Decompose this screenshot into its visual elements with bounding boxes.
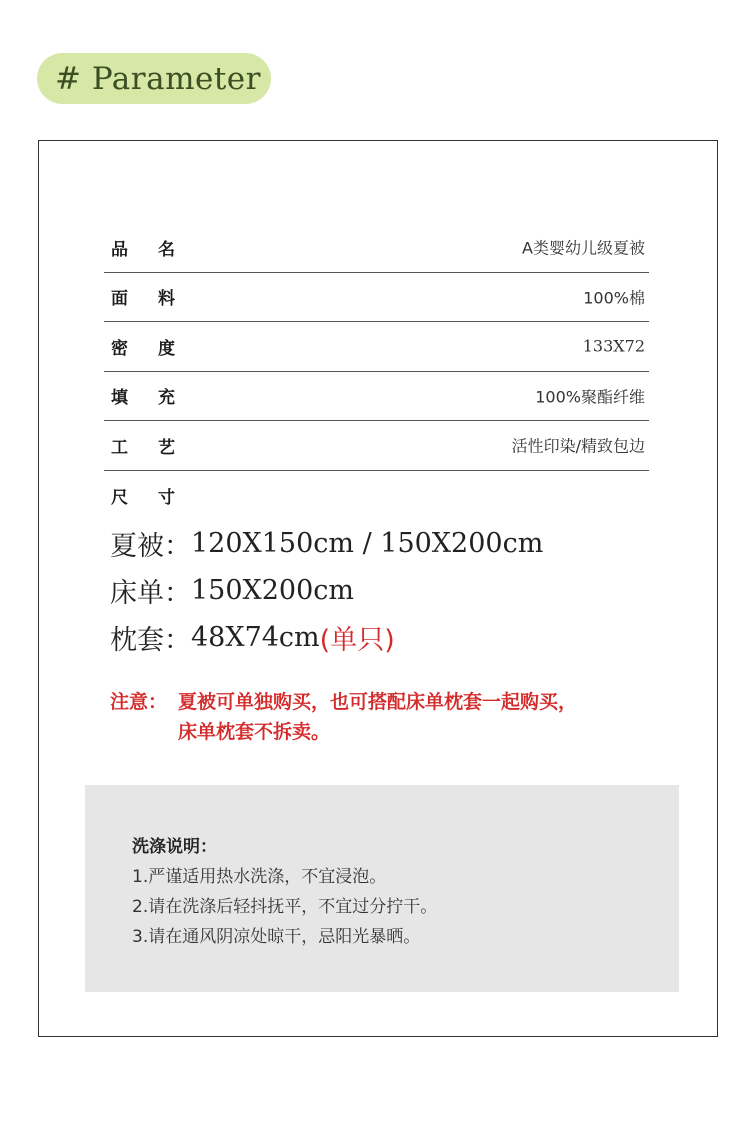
washing-title: 洗涤说明： [132,837,217,857]
param-row-name [104,223,649,273]
param-row-filling [104,372,649,422]
washing-item: 1.严谨适用热水洗涤，不宜浸泡。 [132,867,387,887]
param-label: 面料 [111,289,205,310]
param-label: 工艺 [111,437,205,458]
notice [110,687,577,747]
size-bed-sheet [110,567,543,614]
size-list [110,520,543,661]
washing-item: 2.请在洗涤后轻抖抚平，不宜过分拧干。 [132,897,438,917]
param-value: 活性印染/精致包边 [511,436,645,456]
param-row-fabric [104,273,649,323]
param-label: 填充 [111,388,205,409]
notice-label: 注意： [110,691,168,713]
size-summer-quilt [110,520,543,567]
param-label: 尺寸 [111,487,205,508]
size-label: 枕套： [110,625,191,656]
notice-line-1: 夏被可单独购买，也可搭配床单枕套一起购买， [178,691,578,713]
param-value: 133X72 [582,336,645,356]
size-label: 夏被： [110,531,191,562]
param-label: 密度 [111,338,205,359]
param-value: A类婴幼儿级夏被 [522,238,645,258]
parameter-table [104,223,649,520]
param-label: 品名 [111,239,205,260]
size-value: 150X200cm [191,575,355,606]
notice-line-2: 床单枕套不拆卖。 [178,721,331,743]
size-pillowcase [110,614,543,661]
size-note: (单只) [319,625,395,656]
size-label: 床单： [110,578,191,609]
param-value: 100%棉 [583,288,645,308]
param-row-density [104,322,649,372]
size-value: 48X74cm [191,622,320,653]
parameter-badge [37,53,271,104]
washing-instructions [85,785,679,992]
param-row-size [104,471,649,521]
washing-item: 3.请在通风阴凉处晾干，忌阳光暴晒。 [132,927,421,947]
size-value: 120X150cm / 150X200cm [191,528,544,559]
param-row-craft [104,421,649,471]
param-value: 100%聚酯纤维 [535,387,645,407]
parameter-badge-label: # Parameter [55,60,261,97]
